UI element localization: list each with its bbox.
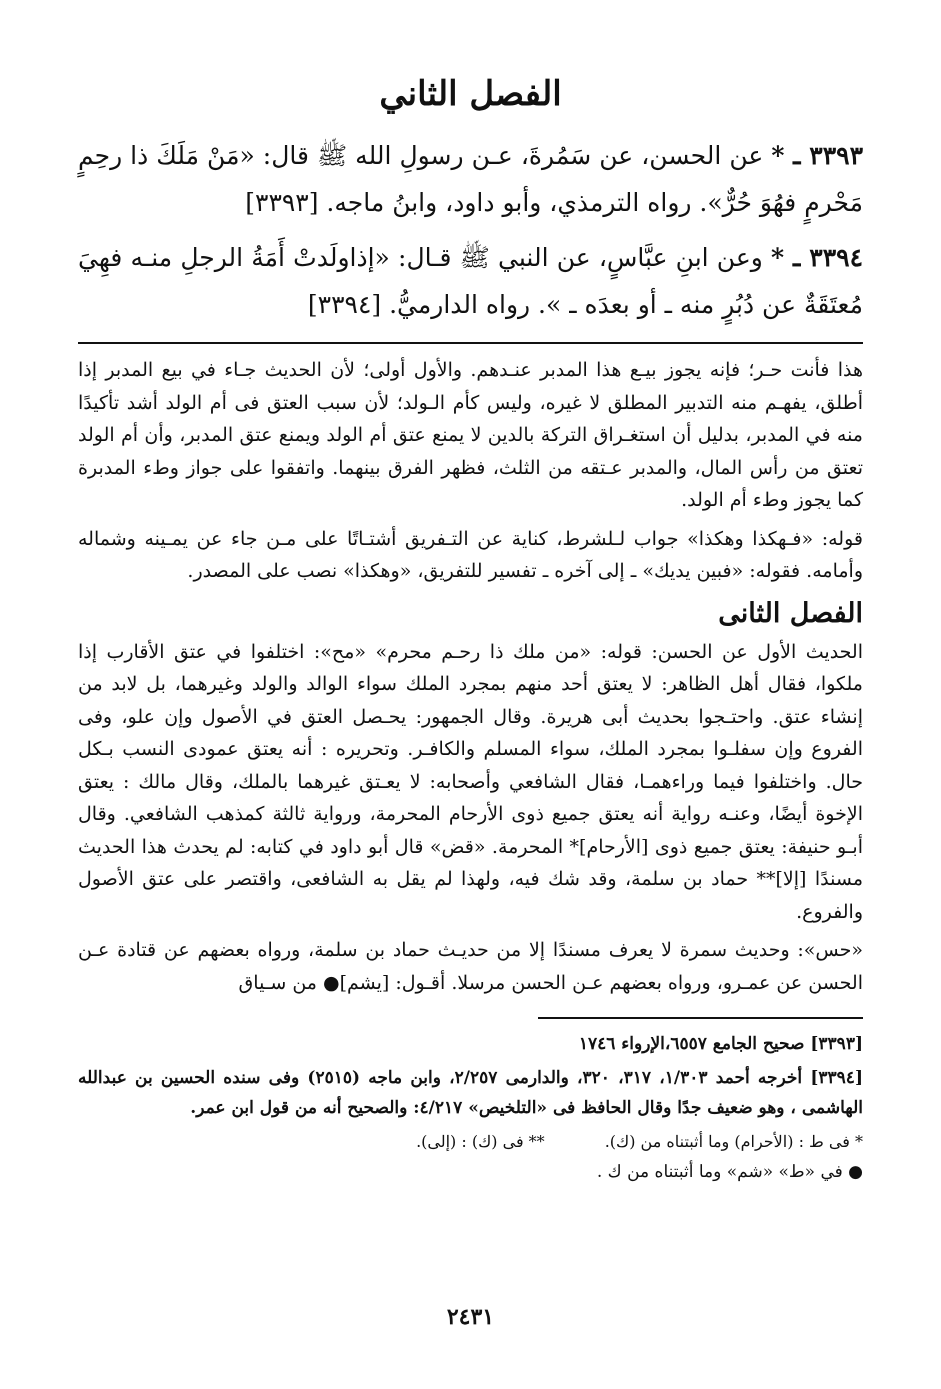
commentary-paragraph: «حس»: وحديث سمرة لا يعرف مسندًا إلا من حديـث حماد بن سلمة، ورواه بعضهم عن قتادة عـن الحسن عن عمـرو، ورواه بعضهم عـن الحسن مرسلا. أقـول: [يشم]● من سـياق: [78, 939, 863, 994]
hadith-3394: [78, 234, 863, 328]
editor-note: * فى ط : (الأحرام) وما أثبتناه من (ك).: [604, 1132, 863, 1151]
commentary-subheading: الفصل الثانى: [718, 597, 863, 629]
commentary-paragraph: الحديث الأول عن الحسن: قوله: «من ملك ذا رحـم محرم» «مح»: اختلفوا في عتق الأقارب إذا ملكوا، فقال أهل الظاهر: لا يعتق أحد منهم بمجرد الملك سواء الوالد والولد وغيرهما، بل لابد من إنشاء عتق. واحتـجوا بحديث أبى هريرة. وقال الجمهور: يحـصل العتق في الأصول وإن علو، وفى الفروع وإن سفلـوا بمجرد الملك، سواء المسلم والكافـر. وتحريره : أنه يعتق عمودى النسب بـكل حال. واختلفوا فيما وراءهمـا، فقال الشافعي وأصحابه: لا يعـتق غيرهما بالملك، وقال مالك : يعتق الإخوة أيضًا، وعنـه رواية أنه يعتق جميع ذوى الأرحام المحرمة، ورواية ثالثة كمذهب الشافعي. وقال أبـو حنيفة: يعتق جميع ذوى [الأرحام]* المحرمة. «قض» قال أبو داود في كتابه: لم يحدث هذا الحديث مسندًا [إلا]** حماد بن سلمة، وقد شك فيه، ولهذا لم يقل به الشافعى، واقتصر على عتق الأصول والفروع.: [78, 640, 863, 923]
hadith-text: عن الحسن، عن سَمُرةَ، عـن رسولِ الله ﷺ قال: «مَنْ مَلَكَ ذا رحِمٍ مَحْرمٍ فهُوَ حُرٌّ». رواه الترمذي، وأبو داود، وابنُ ماجه. [٣٣٩٣]: [78, 141, 863, 217]
takhrij-note: [٣٣٩٤] أخرجه أحمد ١/٣٠٣، ٣١٧، ٣٢٠، والدارمى ٢/٢٥٧، وابن ماجه (٢٥١٥) وفى سنده الحسين بن عبدالله الهاشمى ، وهو ضعيف جدًا وقال الحافظ فى «التلخيص» ٤/٢١٧: والصحيح أنه من قول ابن عمر.: [78, 1068, 863, 1118]
editor-note: ● في «ط» «شم» وما أثبتناه من ك .: [596, 1162, 863, 1182]
commentary: [78, 354, 863, 999]
hadith-text: وعن ابنِ عبَّاسٍ، عن النبي ﷺ قـال: «إذاولَدتْ أَمَةُ الرجلِ منـه فهِيَ مُعتَقَةٌ عن دُبُرٍ منه ـ أو بعدَه ـ ». رواه الدارميُّ. [٣٣٩٤]: [78, 243, 863, 319]
commentary-paragraph: هذا فأنت حـر؛ فإنه يجوز بيـع هذا المدبر عنـدهم. والأول أولى؛ لأن الحديث جـاء في بيع المدبر إذا أطلق، يفهـم منه التدبير المطلق لا غيره، وليس كأم الـولد؛ لأن سبب العتق فى أم الولد أشد تأكيدًا منه في المدبر، بدليل أن استغـراق التركة بالدين لا يمنع عتق أم الولد ويمنع عتق المدبر، وأن أم الولد تعتق من رأس المال، والمدبر عـتقه من الثلث، فظهر الفرق بينهما. واتفقوا على جواز وطء المدبرة كما يجوز وطء أم الولد.: [78, 359, 863, 511]
footnotes: [78, 1029, 863, 1187]
page-number: ٢٤٣١: [446, 1304, 495, 1330]
section-title: الفصل الثاني: [379, 74, 562, 114]
hadith-number: ٣٣٩٤ ـ *: [771, 243, 864, 272]
editor-note: ** فى (ك) : (إلى).: [416, 1132, 545, 1151]
hadith-number: ٣٣٩٣ ـ *: [771, 141, 864, 170]
takhrij-note: [٣٣٩٣] صحيح الجامع ٦٥٥٧،الإرواء ١٧٤٦: [578, 1034, 863, 1054]
hadith-3393: [78, 132, 863, 226]
commentary-paragraph: قوله: «فـهكذا وهكذا» جواب لـلشرط، كناية عن التـفريق أشتـاتًا على مـن جاء عن يمـينه وشماله وأمامه. فقوله: «فبين يديك» ـ إلى آخره ـ تفسير للتفريق، «وهكذا» نصب على المصدر.: [78, 527, 863, 582]
text-separator: [78, 342, 863, 344]
footnote-separator: [538, 1017, 863, 1019]
editor-notes: [78, 1127, 863, 1157]
